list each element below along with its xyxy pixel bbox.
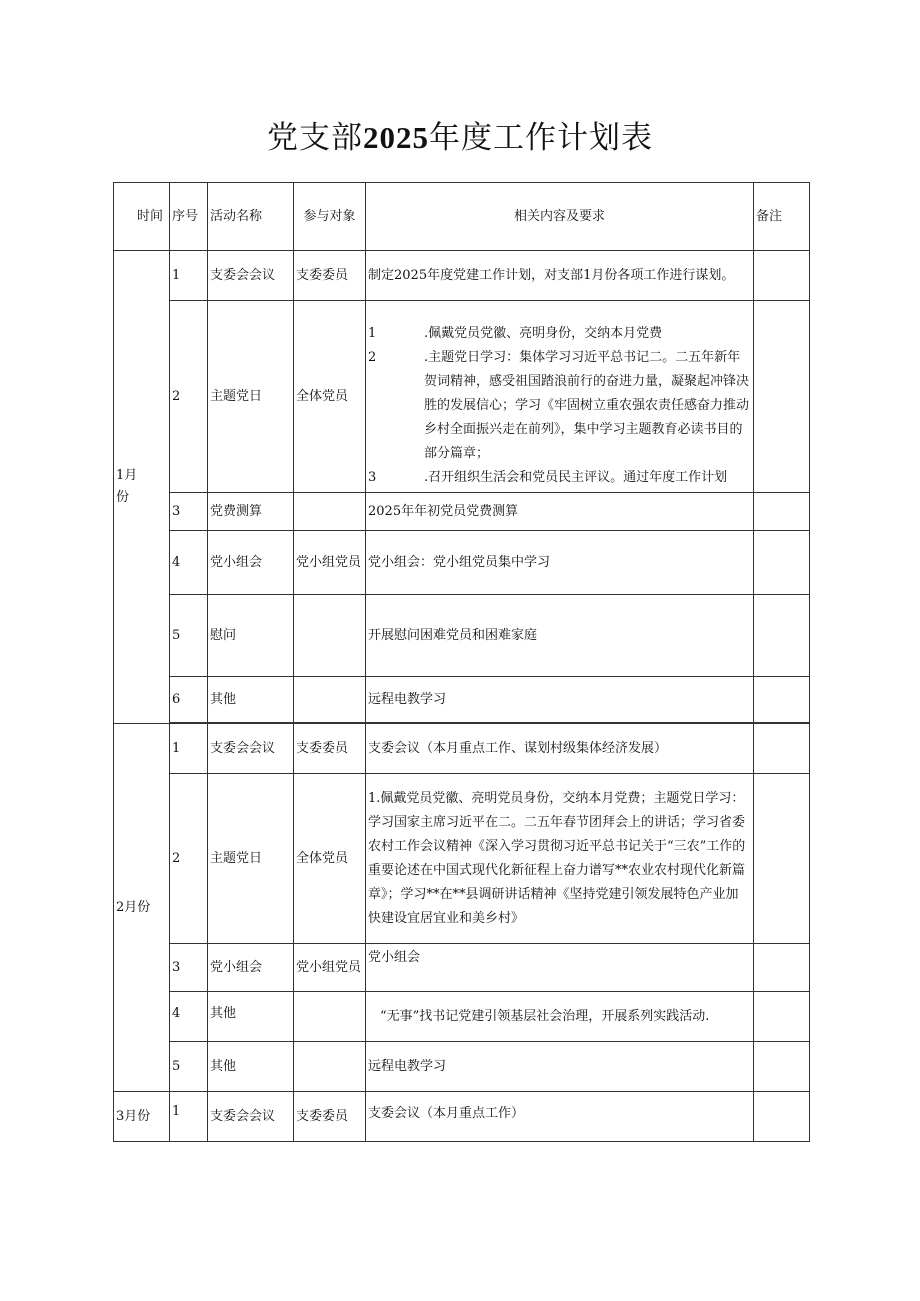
remarks-cell (754, 1092, 810, 1142)
seq-cell: 5 (170, 595, 208, 677)
remarks-cell (754, 595, 810, 677)
table-row (114, 774, 810, 944)
table-row (114, 251, 810, 301)
table-row (114, 677, 810, 723)
participants-cell (294, 493, 366, 531)
table-row (114, 531, 810, 595)
seq-cell: 4 (170, 992, 208, 1042)
table-row (114, 301, 810, 493)
activity-cell: 支委会会议 (208, 724, 294, 774)
table-row (114, 1092, 810, 1142)
participants-cell: 党小组党员 (294, 944, 366, 992)
seq-cell: 5 (170, 1042, 208, 1092)
remarks-cell (754, 531, 810, 595)
seq-cell: 2 (170, 774, 208, 944)
content-cell: 支委会议（本月重点工作） (366, 1092, 754, 1142)
header-seq: 序号 (170, 183, 208, 251)
activity-cell: 党小组会 (208, 944, 294, 992)
remarks-cell (754, 493, 810, 531)
remarks-cell (754, 1042, 810, 1092)
seq-cell: 1 (170, 1092, 208, 1142)
content-cell: 制定2025年度党建工作计划，对支部1月份各项工作进行谋划。 (366, 251, 754, 301)
seq-cell: 6 (170, 677, 208, 723)
work-plan-table (113, 182, 810, 1142)
participants-cell (294, 677, 366, 723)
table-row (114, 1042, 810, 1092)
content-cell: 远程电教学习 (366, 1042, 754, 1092)
content-cell: 党小组会 (366, 944, 754, 992)
remarks-cell (754, 724, 810, 774)
participants-cell: 支委委员 (294, 251, 366, 301)
seq-cell: 1 (170, 251, 208, 301)
seq-cell: 1 (170, 724, 208, 774)
activity-cell: 其他 (208, 1042, 294, 1092)
content-cell: “无事”找书记党建引领基层社会治理，开展系列实践活动. (366, 992, 754, 1042)
remarks-cell (754, 251, 810, 301)
list-item: 3 .召开组织生活会和党员民主评议。通过年度工作计划 (368, 470, 728, 485)
content-cell: 远程电教学习 (366, 677, 754, 723)
remarks-cell (754, 774, 810, 944)
remarks-cell (754, 992, 810, 1042)
seq-cell: 4 (170, 531, 208, 595)
activity-cell: 支委会会议 (208, 1092, 294, 1142)
title-year: 2025 (363, 120, 429, 155)
participants-cell (294, 992, 366, 1042)
header-time: 时间 (114, 183, 170, 251)
remarks-cell (754, 301, 810, 493)
list-item: 1 .佩戴党员党徽、亮明身份，交纳本月党费 (368, 326, 663, 341)
participants-cell: 全体党员 (294, 774, 366, 944)
participants-cell (294, 1042, 366, 1092)
header-participants: 参与对象 (294, 183, 366, 251)
seq-cell: 3 (170, 493, 208, 531)
header-activity: 活动名称 (208, 183, 294, 251)
activity-cell: 支委会会议 (208, 251, 294, 301)
remarks-cell (754, 677, 810, 723)
participants-cell: 党小组党员 (294, 531, 366, 595)
participants-cell (294, 595, 366, 677)
activity-cell: 其他 (208, 992, 294, 1042)
seq-cell: 3 (170, 944, 208, 992)
month-cell-mar: 3月份 (114, 1092, 170, 1142)
month-cell-jan: 1月 份 (114, 251, 170, 724)
seq-cell: 2 (170, 301, 208, 493)
participants-cell: 全体党员 (294, 301, 366, 493)
table-row (114, 992, 810, 1042)
header-content: 相关内容及要求 (366, 183, 754, 251)
activity-cell: 主题党日 (208, 301, 294, 493)
activity-cell: 其他 (208, 677, 294, 723)
content-cell: 党小组会：党小组党员集中学习 (366, 531, 754, 595)
content-cell: 开展慰问困难党员和困难家庭 (366, 595, 754, 677)
activity-cell: 党费测算 (208, 493, 294, 531)
page-title (0, 112, 920, 157)
header-row (114, 183, 810, 251)
activity-cell: 慰问 (208, 595, 294, 677)
content-cell: 1.佩戴党员党徽、亮明党员身份，交纳本月党费；主题党日学习：学习国家主席习近平在二。二五年春节团拜会上的讲话；学习省委农村工作会议精神《深入学习贯彻习近平总书记关于“三农”工作的重要论述在中国式现代化新征程上奋力谱写**农业农村现代化新篇章》；学习**在**县调研讲话精神《坚持党建引领发展特色产业加快建设宜居宜业和美乡村》 (366, 774, 754, 944)
participants-cell: 支委委员 (294, 1092, 366, 1142)
table-row (114, 595, 810, 677)
activity-cell: 党小组会 (208, 531, 294, 595)
header-remarks: 备注 (754, 183, 810, 251)
content-cell (366, 301, 754, 493)
remarks-cell (754, 944, 810, 992)
month-cell-feb: 2月份 (114, 724, 170, 1092)
content-cell: 支委会议（本月重点工作、谋划村级集体经济发展） (366, 724, 754, 774)
table-row (114, 493, 810, 531)
content-cell: 2025年年初党员党费测算 (366, 493, 754, 531)
table-row (114, 944, 810, 992)
activity-cell: 主题党日 (208, 774, 294, 944)
title-prefix: 党支部 (267, 120, 363, 156)
participants-cell: 支委委员 (294, 724, 366, 774)
table-row (114, 724, 810, 774)
list-item: 2 .主题党日学习：集体学习习近平总书记二。二五年新年贺词精神，感受祖国踏浪前行的奋进力量，凝聚起冲锋决胜的发展信心；学习《牢固树立重农强农责任感奋力推动乡村全面振兴走在前列》，集中学习主题教育必读书目的部分篇章； (368, 350, 750, 461)
title-suffix: 年度工作计划表 (429, 120, 653, 156)
